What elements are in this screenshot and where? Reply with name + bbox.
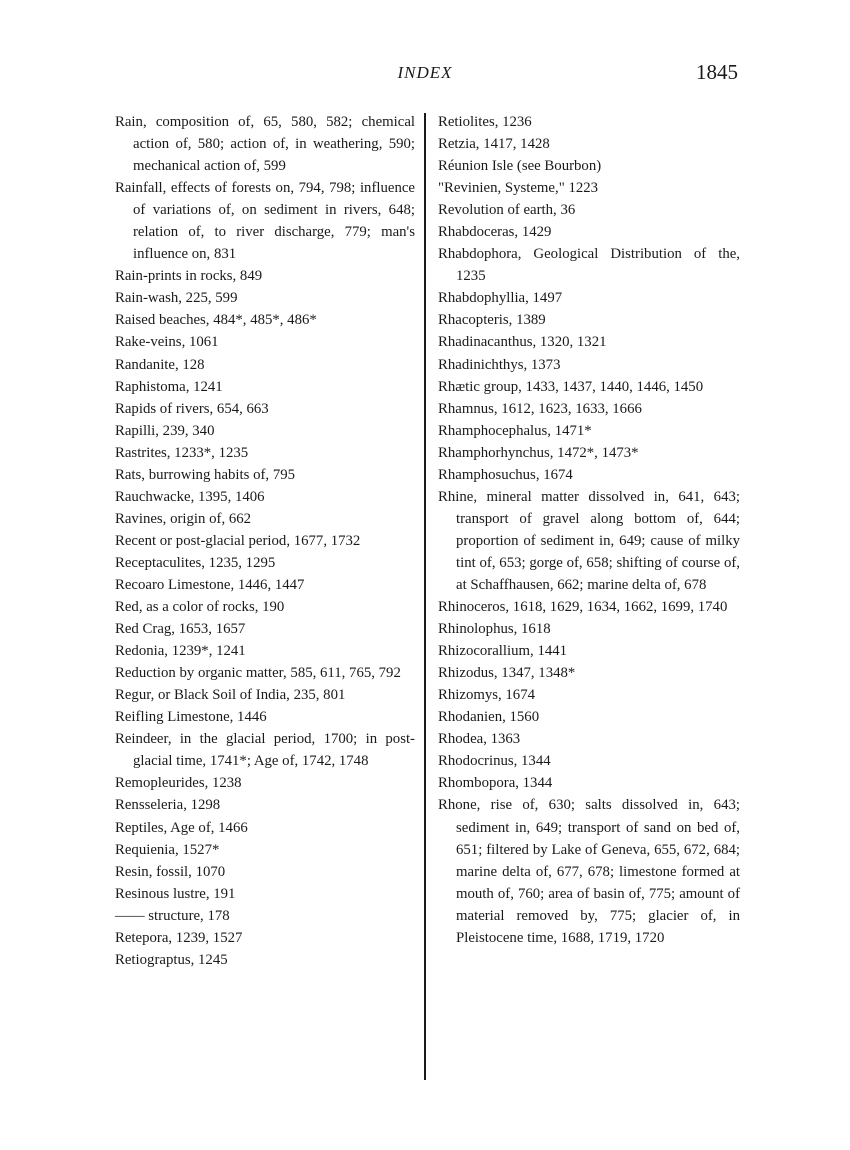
index-entry: Rain-wash, 225, 599 [115,290,238,307]
index-entry: Rhizocorallium, 1441 [438,643,568,660]
index-entry: Rhabdophora, Geological Distribution of the, 1235 [438,246,740,285]
index-entry: Rhætic group, 1433, 1437, 1440, 1446, 1450 [438,378,704,395]
index-entry: Rastrites, 1233*, 1235 [115,444,249,461]
index-entry: Rake-veins, 1061 [115,334,219,351]
index-entry: Rhine, mineral matter dissolved in, 641, 643; transport of gravel along bottom of, 644; proportion of sediment in, 649; cause of milky tint of, 653; gorge of, 658; shifting of course of, at Schaffhausen, 662; marine delta of, 678 [438,488,740,593]
index-entry: Rauchwacke, 1395, 1406 [115,488,265,505]
index-entry: Reindeer, in the glacial period, 1700; in post-glacial time, 1741*; Age of, 1742, 1748 [115,731,415,770]
index-entry: Rhadinacanthus, 1320, 1321 [438,334,607,351]
index-entry: Red, as a color of rocks, 190 [115,599,285,616]
index-entry: Resin, fossil, 1070 [115,863,226,880]
index-entry: Rhamphocephalus, 1471* [438,422,592,439]
index-entry: Randanite, 128 [115,356,205,373]
index-entry: Rhodea, 1363 [438,731,521,748]
index-entry: "Revinien, Systeme," 1223 [438,180,599,197]
index-entry: Rensseleria, 1298 [115,797,221,814]
index-entry: Raphistoma, 1241 [115,378,223,395]
index-entry: Reduction by organic matter, 585, 611, 765, 792 [115,665,401,682]
column-divider [424,113,426,1080]
index-entry: Resinous lustre, 191 [115,885,236,902]
index-column-right [438,111,740,949]
index-entry: Regur, or Black Soil of India, 235, 801 [115,687,346,704]
index-entry: Recoaro Limestone, 1446, 1447 [115,576,305,593]
index-entry: Retiograptus, 1245 [115,951,228,968]
index-entry: Rats, burrowing habits of, 795 [115,466,296,483]
index-entry: Ravines, origin of, 662 [115,510,252,527]
page-number: 1845 [696,60,738,84]
index-entry: Remopleurides, 1238 [115,775,242,792]
index-entry: Retiolites, 1236 [438,114,532,130]
index-entry: Revolution of earth, 36 [438,202,576,219]
index-entry: Rhadinichthys, 1373 [438,356,561,373]
index-entry: Receptaculites, 1235, 1295 [115,554,276,571]
index-entry: Retepora, 1239, 1527 [115,929,243,946]
index-entry: Redonia, 1239*, 1241 [115,643,246,660]
index-entry: Rapids of rivers, 654, 663 [115,400,269,417]
index-entry: Rhabdophyllia, 1497 [438,290,563,307]
index-entry: Rhinolophus, 1618 [438,621,551,638]
index-entry: Raised beaches, 484*, 485*, 486* [115,312,317,329]
index-entry: Rhamphosuchus, 1674 [438,466,573,483]
index-entry: Rhombopora, 1344 [438,775,553,792]
index-entry: —— structure, 178 [115,907,230,924]
index-entry: Red Crag, 1653, 1657 [115,621,246,638]
index-entry: Requienia, 1527* [115,841,220,858]
index-entry: Réunion Isle (see Bourbon) [438,158,602,175]
index-entry: Rainfall, effects of forests on, 794, 798; influence of variations of, on sediment in rivers, 648; relation of, to river discharge, 779; man's influence on, 831 [115,180,415,263]
index-entry: Rhamnus, 1612, 1623, 1633, 1666 [438,400,642,417]
index-entry: Rhone, rise of, 630; salts dissolved in, 643; sediment in, 649; transport of sand on bed of, 651; filtered by Lake of Geneva, 655, 672, 684; marine delta of, 677, 678; limestone formed at mouth of, 760; area of basin of, 775; amount of material removed by, 775; glacier of, in Pleistocene time, 1688, 1719, 1720 [438,797,740,946]
index-entry: Rhodanien, 1560 [438,709,540,726]
index-entry: Rhabdoceras, 1429 [438,224,552,241]
index-entry: Retzia, 1417, 1428 [438,136,550,153]
page-title: INDEX [397,63,453,82]
index-entry: Rhinoceros, 1618, 1629, 1634, 1662, 1699, 1740 [438,599,728,616]
index-entry: Rain, composition of, 65, 580, 582; chemical action of, 580; action of, in weathering, 590; mechanical action of, 599 [115,114,415,175]
index-entry: Rain-prints in rocks, 849 [115,268,263,285]
index-entry: Rhamphorhynchus, 1472*, 1473* [438,444,639,461]
index-entry: Rhizodus, 1347, 1348* [438,665,576,682]
index-entry: Rapilli, 239, 340 [115,422,215,439]
index-entry: Rhacopteris, 1389 [438,312,546,329]
index-entry: Reifling Limestone, 1446 [115,709,267,726]
index-entry: Reptiles, Age of, 1466 [115,819,248,836]
index-entry: Rhizomys, 1674 [438,687,536,704]
index-entry: Recent or post-glacial period, 1677, 1732 [115,532,361,549]
index-column-left [115,111,415,971]
index-entry: Rhodocrinus, 1344 [438,753,551,770]
